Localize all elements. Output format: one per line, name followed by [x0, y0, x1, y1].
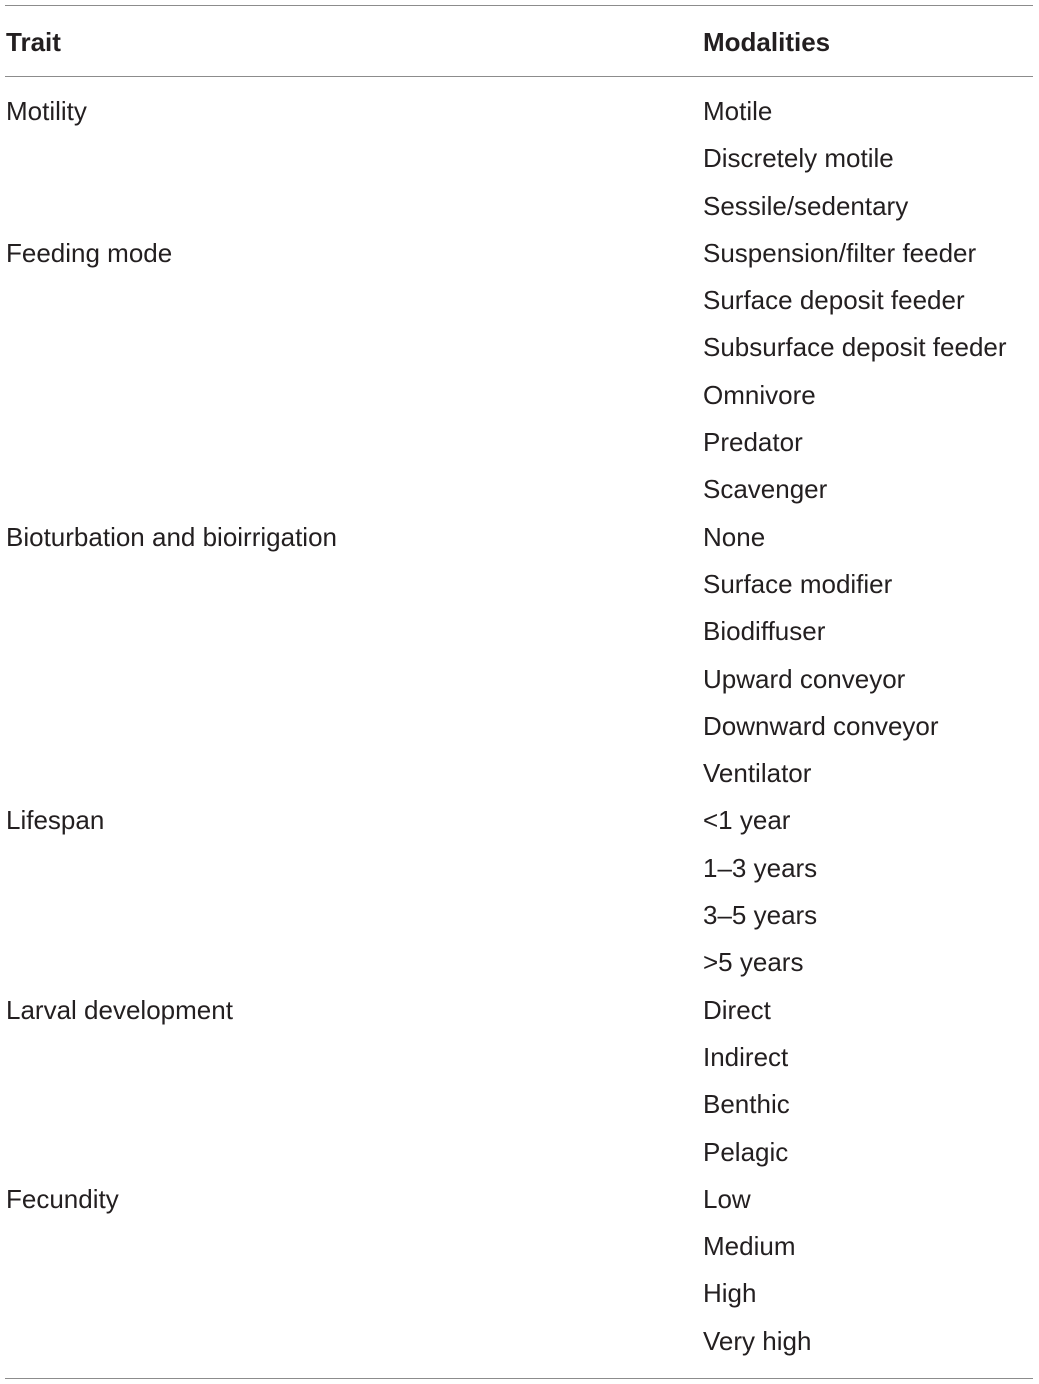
modality-cell: Motile [703, 96, 773, 126]
table-row [0, 703, 1039, 750]
trait-cell: Lifespan [6, 805, 105, 836]
modality-cell: Suspension/filter feeder [703, 237, 977, 268]
header-trait: Trait [6, 27, 61, 57]
table-top-rule [5, 5, 1033, 6]
table-row [0, 1318, 1039, 1365]
table-row [0, 135, 1039, 182]
table-row [0, 419, 1039, 466]
table-row [0, 939, 1039, 986]
modality-cell: 3–5 years [703, 900, 818, 931]
modality-cell: <1 year [703, 805, 791, 836]
trait-cell: Feeding mode [6, 237, 173, 268]
table-row [0, 750, 1039, 797]
table-row [0, 1223, 1039, 1270]
modality-cell: Discretely motile [703, 143, 894, 174]
table-row [0, 277, 1039, 324]
table-row [0, 372, 1039, 419]
modality-cell: Downward conveyor [703, 710, 939, 741]
modality-cell: Subsurface deposit feeder [703, 332, 1007, 363]
table-row [0, 892, 1039, 939]
modality-cell: Predator [703, 427, 803, 458]
table-row [0, 797, 1039, 844]
trait-cell: Motility [6, 96, 87, 126]
modality-cell: Medium [703, 1231, 796, 1262]
table-row [0, 1129, 1039, 1176]
table-row [0, 987, 1039, 1034]
modality-cell: Upward conveyor [703, 663, 906, 694]
modality-cell: Direct [703, 994, 771, 1025]
table-row [0, 656, 1039, 703]
modality-cell: None [703, 521, 766, 552]
modality-cell: Omnivore [703, 379, 816, 410]
table-header-row [0, 26, 1039, 58]
table-row [0, 88, 1039, 135]
table-row [0, 466, 1039, 513]
table-row [0, 324, 1039, 371]
trait-cell: Fecundity [6, 1183, 119, 1214]
table-bottom-rule [5, 1378, 1033, 1379]
table-body [0, 88, 1039, 1365]
table-row [0, 1176, 1039, 1223]
table-header-rule [5, 76, 1033, 77]
table-row [0, 230, 1039, 277]
table-row [0, 514, 1039, 561]
modality-cell: Sessile/sedentary [703, 190, 909, 221]
modality-cell: Indirect [703, 1041, 789, 1072]
modality-cell: Benthic [703, 1089, 790, 1120]
trait-cell: Bioturbation and bioirrigation [6, 521, 337, 552]
table-row [0, 1270, 1039, 1317]
modality-cell: Biodiffuser [703, 616, 826, 647]
table-row [0, 1034, 1039, 1081]
table-row [0, 1081, 1039, 1128]
modality-cell: Surface deposit feeder [703, 285, 965, 316]
table-row [0, 608, 1039, 655]
modality-cell: High [703, 1278, 757, 1309]
table-row [0, 561, 1039, 608]
modality-cell: >5 years [703, 947, 804, 978]
modality-cell: Surface modifier [703, 568, 893, 599]
header-modalities: Modalities [703, 27, 831, 57]
modality-cell: 1–3 years [703, 852, 818, 883]
modality-cell: Pelagic [703, 1136, 789, 1167]
table-row [0, 183, 1039, 230]
modality-cell: Very high [703, 1325, 812, 1356]
trait-cell: Larval development [6, 994, 233, 1025]
table-row [0, 845, 1039, 892]
modality-cell: Scavenger [703, 474, 828, 505]
modality-cell: Low [703, 1183, 751, 1214]
modality-cell: Ventilator [703, 758, 812, 789]
